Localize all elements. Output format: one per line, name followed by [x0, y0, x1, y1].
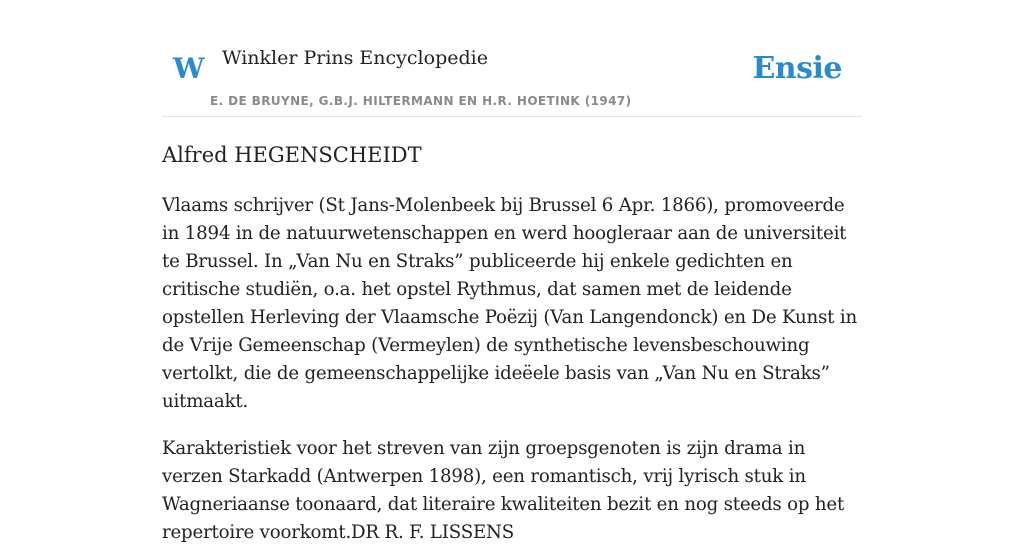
- publication-authors: E. DE BRUYNE, G.B.J. HILTERMANN EN H.R. HOETINK (1947): [210, 94, 632, 108]
- article: [162, 140, 862, 547]
- brand-logo[interactable]: Ensie: [752, 51, 842, 86]
- site-header: [162, 0, 862, 117]
- article-paragraph-1: Vlaams schrijver (St Jans-Molenbeek bij Brussel 6 Apr. 1866), promoveerde in 1894 in de natuurwetenschappen en werd hoogleraar aan de universiteit te Brussel. In „Van Nu en Straks” publiceerde hij enkele gedichten en critische studiën, o.a. het opstel Rythmus, dat samen met de leidende opstellen Herleving der Vlaamsche Poëzij (Van Langendonck) en De Kunst in de Vrije Gemeenschap (Vermeylen) de synthetische levensbeschouwing vertolkt, die de gemeenschappelijke ideëele basis van „Van Nu en Straks” uitmaakt.: [162, 195, 857, 412]
- article-paragraph-2: Karakteristiek voor het streven van zijn groepsgenoten is zijn drama in verzen Starkadd (Antwerpen 1898), een romantisch, vrij lyrisch stuk in Wagneriaanse toonaard, dat literaire kwaliteiten bezit en nog steeds op het repertoire voorkomt.DR R. F. LISSENS: [162, 438, 845, 543]
- publication-title[interactable]: Winkler Prins Encyclopedie: [222, 47, 488, 69]
- publication-logo[interactable]: W: [173, 52, 205, 85]
- article-title: Alfred HEGENSCHEIDT: [162, 143, 422, 167]
